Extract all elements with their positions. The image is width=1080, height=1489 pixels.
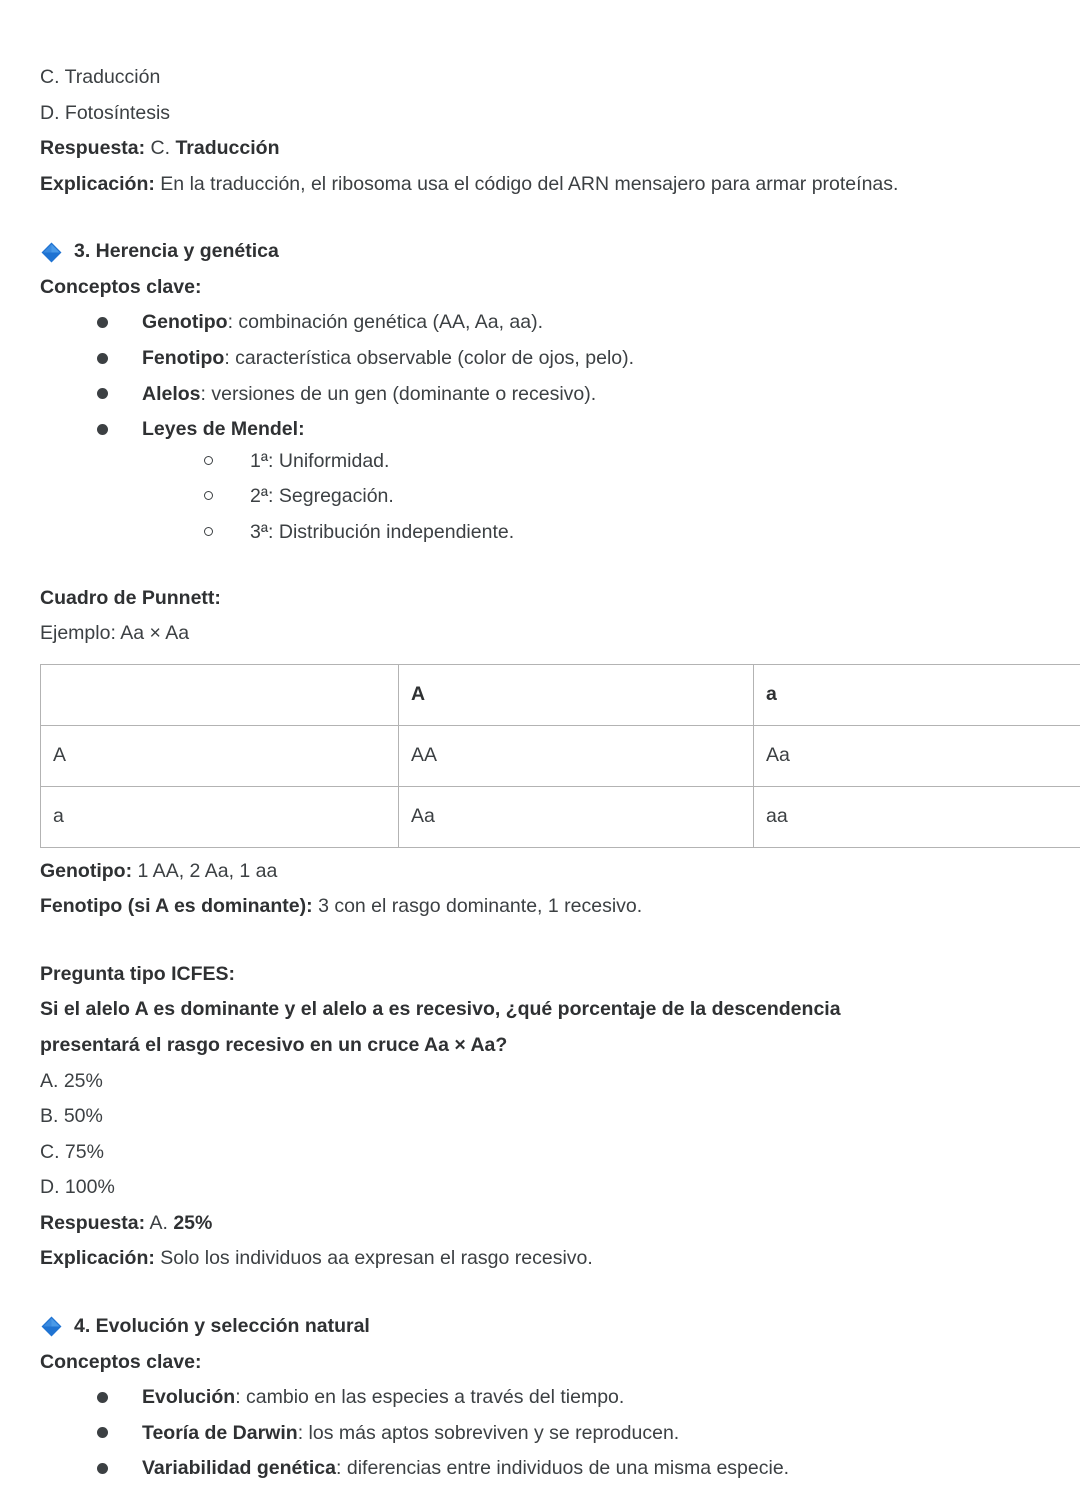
list-item (97, 1453, 1040, 1489)
concept-separator: : (201, 383, 212, 405)
section-3-title: 3. Herencia y genética (74, 236, 279, 268)
section-4-title: 4. Evolución y selección natural (74, 1311, 370, 1343)
table-cell: Aa (754, 725, 1080, 786)
concept-term: Fenotipo (142, 347, 224, 369)
answer-text: Traducción (175, 137, 279, 159)
mendel-law-text: 1ª: Uniformidad. (250, 450, 389, 472)
section-4-concepts-label: Conceptos clave: (40, 1347, 1040, 1383)
concept-text: versiones de un gen (dominante o recesivo). (211, 383, 596, 405)
concept-separator: : (336, 1457, 347, 1479)
punnett-example: Ejemplo: Aa × Aa (40, 618, 1040, 654)
icfes-option-b: B. 50% (40, 1101, 1040, 1137)
bullet-icon (97, 1392, 108, 1403)
concept-text: característica observable (color de ojos, pelo). (235, 347, 634, 369)
concept-term: Teoría de Darwin (142, 1422, 298, 1444)
hollow-bullet-icon (204, 527, 213, 536)
table-row (41, 725, 1080, 786)
fenotipo-line (40, 891, 1040, 927)
table-cell: AA (399, 725, 754, 786)
bullet-icon (97, 353, 108, 364)
icfes-question-line-2: presentará el rasgo recesivo en un cruce Aa × Aa? (40, 1030, 1040, 1066)
table-header-allele-a-lower: a (754, 664, 1080, 725)
concept-separator: : (235, 1386, 246, 1408)
hollow-bullet-icon (204, 491, 213, 500)
concept-text: los más aptos sobreviven y se reproducen. (309, 1422, 680, 1444)
hollow-bullet-icon (204, 456, 213, 465)
option-c-text: Traducción (65, 66, 161, 88)
list-item (97, 307, 1040, 343)
list-item (97, 379, 1040, 415)
fenotipo-label: Fenotipo (si A es dominante): (40, 895, 313, 917)
answer-text: 25% (173, 1212, 212, 1234)
answer-letter: C. (151, 137, 171, 159)
option-c-previous (40, 62, 1040, 98)
concept-text: diferencias entre individuos de una misma especie. (347, 1457, 789, 1479)
section-4-gap (40, 1279, 1040, 1311)
genotipo-line (40, 856, 1040, 892)
answer-letter: A. (149, 1212, 167, 1234)
fenotipo-text: 3 con el rasgo dominante, 1 recesivo. (318, 895, 642, 917)
section-gap (40, 204, 1040, 236)
concept-term: Alelos (142, 383, 201, 405)
table-row (41, 786, 1080, 847)
table-row-header: A (41, 725, 399, 786)
option-d-text: Fotosíntesis (65, 102, 170, 124)
table-row (41, 664, 1080, 725)
explanation-text: Solo los individuos aa expresan el rasgo recesivo. (160, 1247, 593, 1269)
section-3-concepts-label: Conceptos clave: (40, 272, 1040, 308)
blue-diamond-icon (40, 1315, 63, 1338)
icfes-question-line-1: Si el alelo A es dominante y el alelo a es recesivo, ¿qué porcentaje de la descendencia (40, 994, 1040, 1030)
icfes-gap (40, 927, 1040, 959)
concept-text: cambio en las especies a través del tiempo. (246, 1386, 624, 1408)
mendel-law-text: 2ª: Segregación. (250, 485, 394, 507)
genotipo-label: Genotipo: (40, 860, 132, 882)
option-c-letter: C. (40, 66, 60, 88)
punnett-gap (40, 557, 1040, 583)
list-item (97, 1382, 1040, 1418)
bullet-icon (97, 1463, 108, 1474)
genotipo-text: 1 AA, 2 Aa, 1 aa (138, 860, 278, 882)
list-item (97, 343, 1040, 379)
list-item (97, 414, 1040, 556)
punnett-square-table (40, 664, 1080, 848)
answer-label: Respuesta: (40, 1212, 145, 1234)
mendel-law-text: 3ª: Distribución independiente. (250, 521, 514, 543)
section-3-heading (40, 236, 1040, 272)
option-d-previous (40, 98, 1040, 134)
explanation-label: Explicación: (40, 173, 155, 195)
list-item (204, 517, 1040, 553)
bullet-icon (97, 317, 108, 328)
previous-explanation-line (40, 169, 1040, 205)
icfes-answer-line (40, 1208, 1040, 1244)
concept-term: Variabilidad genética (142, 1457, 336, 1479)
bullet-icon (97, 1427, 108, 1438)
bullet-icon (97, 388, 108, 399)
explanation-label: Explicación: (40, 1247, 155, 1269)
icfes-option-d: D. 100% (40, 1172, 1040, 1208)
concept-text: combinación genética (AA, Aa, aa). (238, 311, 543, 333)
concept-term: Leyes de Mendel (142, 418, 298, 440)
table-row-header: a (41, 786, 399, 847)
explanation-text: En la traducción, el ribosoma usa el código del ARN mensajero para armar proteínas. (160, 173, 898, 195)
blue-diamond-icon (40, 241, 63, 264)
concept-term: Evolución (142, 1386, 235, 1408)
option-d-letter: D. (40, 102, 60, 124)
previous-answer-line (40, 133, 1040, 169)
bullet-icon (97, 424, 108, 435)
concept-separator: : (224, 347, 235, 369)
concept-separator: : (298, 418, 305, 440)
list-item (204, 481, 1040, 517)
concept-term: Genotipo (142, 311, 228, 333)
list-item (97, 1418, 1040, 1454)
table-cell-corner (41, 664, 399, 725)
list-item (204, 446, 1040, 482)
section-4-heading (40, 1311, 1040, 1347)
table-cell: aa (754, 786, 1080, 847)
section-3-concepts-list (40, 307, 1040, 556)
table-cell: Aa (399, 786, 754, 847)
icfes-option-c: C. 75% (40, 1137, 1040, 1173)
concept-separator: : (298, 1422, 309, 1444)
icfes-explanation-line (40, 1243, 1040, 1279)
icfes-option-a: A. 25% (40, 1066, 1040, 1102)
mendel-laws-list (142, 446, 1040, 553)
section-4-concepts-list (40, 1382, 1040, 1489)
concept-separator: : (228, 311, 239, 333)
answer-label: Respuesta: (40, 137, 145, 159)
punnett-label: Cuadro de Punnett: (40, 583, 1040, 619)
table-header-allele-a-upper: A (399, 664, 754, 725)
icfes-label: Pregunta tipo ICFES: (40, 959, 1040, 995)
